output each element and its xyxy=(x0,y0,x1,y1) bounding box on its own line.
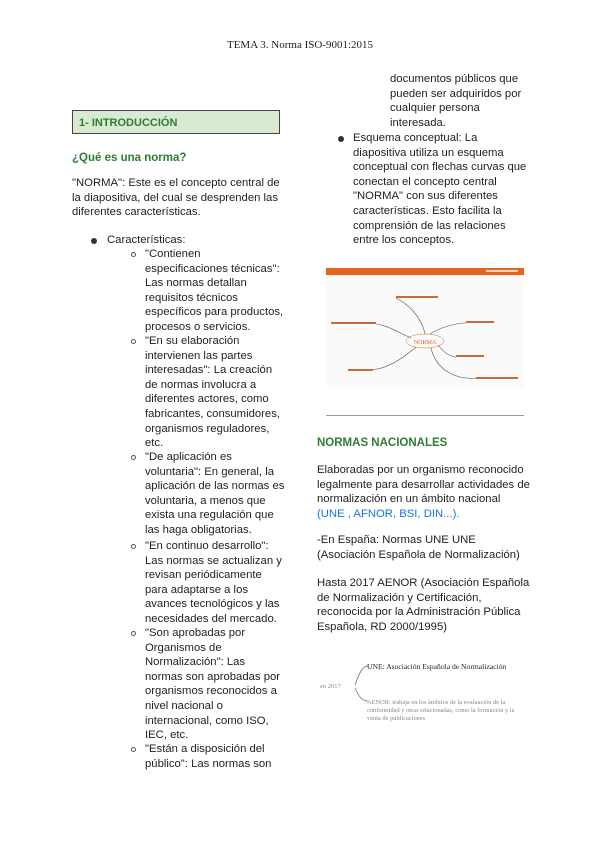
text-line: exista una regulación que xyxy=(145,509,274,522)
text-line: Hasta 2017 AENOR (Asociación Española xyxy=(317,577,530,589)
node-text xyxy=(476,377,518,379)
text-line: Las normas se actualizan y xyxy=(145,554,282,567)
bullet-dot xyxy=(91,238,97,244)
list-item xyxy=(145,626,280,743)
text-line: Organismos de xyxy=(145,641,222,654)
hasta-paragraph xyxy=(317,576,529,634)
text-line: "Están a disposición del xyxy=(145,743,265,755)
node-text xyxy=(456,355,484,357)
text-line: público": Las normas son xyxy=(145,757,272,770)
list-item xyxy=(145,539,282,627)
text-line: la diapositiva, del cual se desprenden las xyxy=(72,191,278,204)
list-item xyxy=(145,742,271,771)
text-line: interesada. xyxy=(390,116,446,129)
text-line: conectan el concepto central xyxy=(353,175,497,188)
text-line: entre los conceptos. xyxy=(353,234,455,247)
organizations-text: (UNE , AFNOR, BSI, DIN...). xyxy=(317,507,460,520)
text-line: específicos para productos, xyxy=(145,306,284,319)
text-line: requisitos técnicos xyxy=(145,291,238,304)
bullet-dot xyxy=(338,136,344,142)
text-line: diapositiva utiliza un esquema xyxy=(353,146,504,159)
text-line: voluntaria": En general, la xyxy=(145,465,274,478)
sub-bullet xyxy=(131,747,136,752)
une-aenor-diagram xyxy=(315,655,550,730)
list-item xyxy=(145,247,283,335)
text-line: cualquier persona xyxy=(390,102,480,115)
aenor-text: venta de publicaciones xyxy=(367,715,426,722)
aenor-text: conformidad y otras relacionadas, como la formación y la xyxy=(367,707,515,714)
sub-bullet xyxy=(131,544,136,549)
text-line: aplicación de las normas es xyxy=(145,480,285,493)
text-line: organismos reconocidos a xyxy=(145,685,277,698)
node-text xyxy=(466,321,494,323)
list-item xyxy=(145,450,284,538)
text-line: "NORMA" con sus diferentes xyxy=(353,190,498,203)
slide-title-text xyxy=(486,270,518,272)
node-text xyxy=(331,322,376,324)
text-line: especificaciones técnicas": xyxy=(145,262,280,275)
espana-paragraph xyxy=(317,533,520,562)
text-line: comprensión de las relaciones xyxy=(353,219,506,232)
text-line: (Asociación Española de Normalización) xyxy=(317,548,520,561)
node-text xyxy=(348,369,373,371)
text-line: de normas involucra a xyxy=(145,378,257,391)
text-line: las haga obligatorias. xyxy=(145,523,252,536)
text-line: legalmente para desarrollar actividades de xyxy=(317,478,530,491)
text-line: reconocida por la Administración Pública xyxy=(317,606,521,619)
section-title: 1- INTRODUCCIÓN xyxy=(79,117,178,129)
text-line: "De aplicación es xyxy=(145,451,232,463)
text-line: "Contienen xyxy=(145,248,201,260)
bullet-label: Características: xyxy=(107,234,186,246)
text-line: diferentes características. xyxy=(72,206,201,219)
text-line: diferentes actores, como xyxy=(145,393,269,406)
text-line: etc. xyxy=(145,437,164,450)
text-line: "NORMA": Este es el concepto central de xyxy=(72,177,280,189)
text-line: para adaptarse a los xyxy=(145,583,248,596)
sub-bullet xyxy=(131,631,136,636)
text-line: normalización en un ámbito nacional xyxy=(317,493,501,506)
text-line: necesidades del mercado. xyxy=(145,612,277,625)
text-line: "En su elaboración xyxy=(145,335,240,347)
text-line: internacional, como ISO, xyxy=(145,714,269,727)
sub-bullet xyxy=(131,252,136,257)
text-line: Española, RD 2000/1995) xyxy=(317,620,448,633)
list-item xyxy=(145,334,280,451)
une-text: UNE: Asociación Española de Normalización xyxy=(367,662,507,671)
nacionales-paragraph xyxy=(317,463,530,521)
text-line: Elaboradas por un organismo reconocido xyxy=(317,464,524,476)
slide-thumbnail xyxy=(326,265,524,387)
text-line: Normalización": Las xyxy=(145,656,246,669)
text-line: voluntaria, a menos que xyxy=(145,494,266,507)
intro-paragraph xyxy=(72,176,280,220)
text-line: pueden ser adquiridos por xyxy=(390,87,522,100)
text-line: documentos públicos que xyxy=(390,73,519,85)
text-line: de Normalización y Certificación, xyxy=(317,591,482,604)
text-line: fabricantes, consumidores, xyxy=(145,407,280,420)
sub-bullet xyxy=(131,339,136,344)
section-title-box xyxy=(72,110,280,134)
text-line: conceptual con flechas curvas que xyxy=(353,161,527,174)
text-line: IEC, etc. xyxy=(145,729,189,742)
text-line: normas son aprobadas por xyxy=(145,670,281,683)
text-line: Las normas detallan xyxy=(145,277,247,290)
text-line: procesos o servicios. xyxy=(145,320,251,333)
page-header: TEMA 3. Norma ISO-9001:2015 xyxy=(226,39,374,51)
year-text: en 2017 xyxy=(320,683,341,690)
text-line: avances tecnológicos y las xyxy=(145,598,280,611)
text-line: características. Esto facilita la xyxy=(353,204,502,217)
text-line: -En España: Normas UNE UNE xyxy=(317,534,476,546)
text-line: "Son aprobadas por xyxy=(145,627,246,639)
schema-bullet xyxy=(353,131,526,248)
text-line: intervienen las partes xyxy=(145,349,253,362)
text-line: "En continuo desarrollo": xyxy=(145,540,269,552)
continued-item xyxy=(390,72,521,130)
aenor-text: AENOR: trabaja en los ámbitos de la evaluación de la xyxy=(367,699,506,706)
center-label: NORMA xyxy=(413,340,437,346)
text-line: nivel nacional o xyxy=(145,699,223,712)
text-line: organismos reguladores, xyxy=(145,422,270,435)
slide-background xyxy=(326,265,524,387)
node-text xyxy=(396,296,438,298)
divider xyxy=(326,415,524,416)
text-line: Esquema conceptual: La xyxy=(353,132,478,144)
text-line: interesadas": La creación xyxy=(145,364,273,377)
text-line: revisan periódicamente xyxy=(145,569,262,582)
sub-bullet xyxy=(131,455,136,460)
subheading: ¿Qué es una norma? xyxy=(72,152,187,164)
nacionales-title: NORMAS NACIONALES xyxy=(317,437,448,449)
